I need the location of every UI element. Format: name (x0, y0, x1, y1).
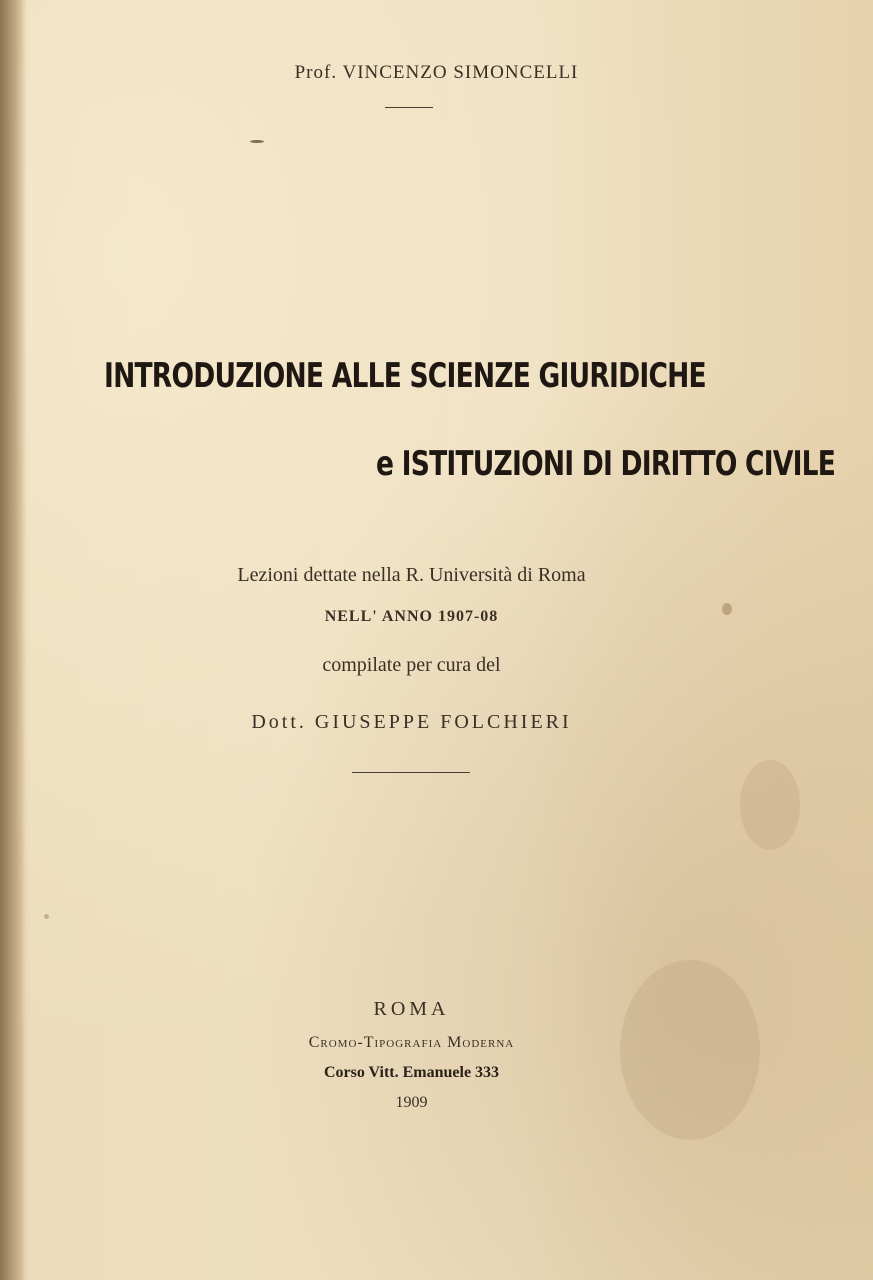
imprint-year: 1909 (395, 1094, 428, 1111)
section-divider (352, 772, 470, 773)
editor-name: Dott. GIUSEPPE FOLCHIERI (251, 711, 572, 733)
author-divider (385, 107, 433, 108)
foxing-spot (250, 140, 264, 143)
foxing-spot (44, 914, 49, 919)
foxing-spot (740, 760, 800, 850)
book-spine-shadow (0, 0, 26, 1280)
book-title-line-2: e ISTITUZIONI DI DIRITTO CIVILE (376, 444, 836, 484)
lectures-subtitle: Lezioni dettate nella R. Università di Roma (237, 564, 586, 586)
author-name: Prof. VINCENZO SIMONCELLI (294, 62, 579, 83)
imprint-city: ROMA (373, 998, 450, 1020)
academic-year: NELL' ANNO 1907-08 (324, 608, 499, 625)
imprint-printer: Cromo-Tipografia Moderna (308, 1034, 515, 1051)
book-title-line-1: INTRODUZIONE ALLE SCIENZE GIURIDICHE (104, 356, 706, 396)
compiled-by-label: compilate per cura del (322, 654, 501, 676)
imprint-address: Corso Vitt. Emanuele 333 (323, 1064, 500, 1081)
